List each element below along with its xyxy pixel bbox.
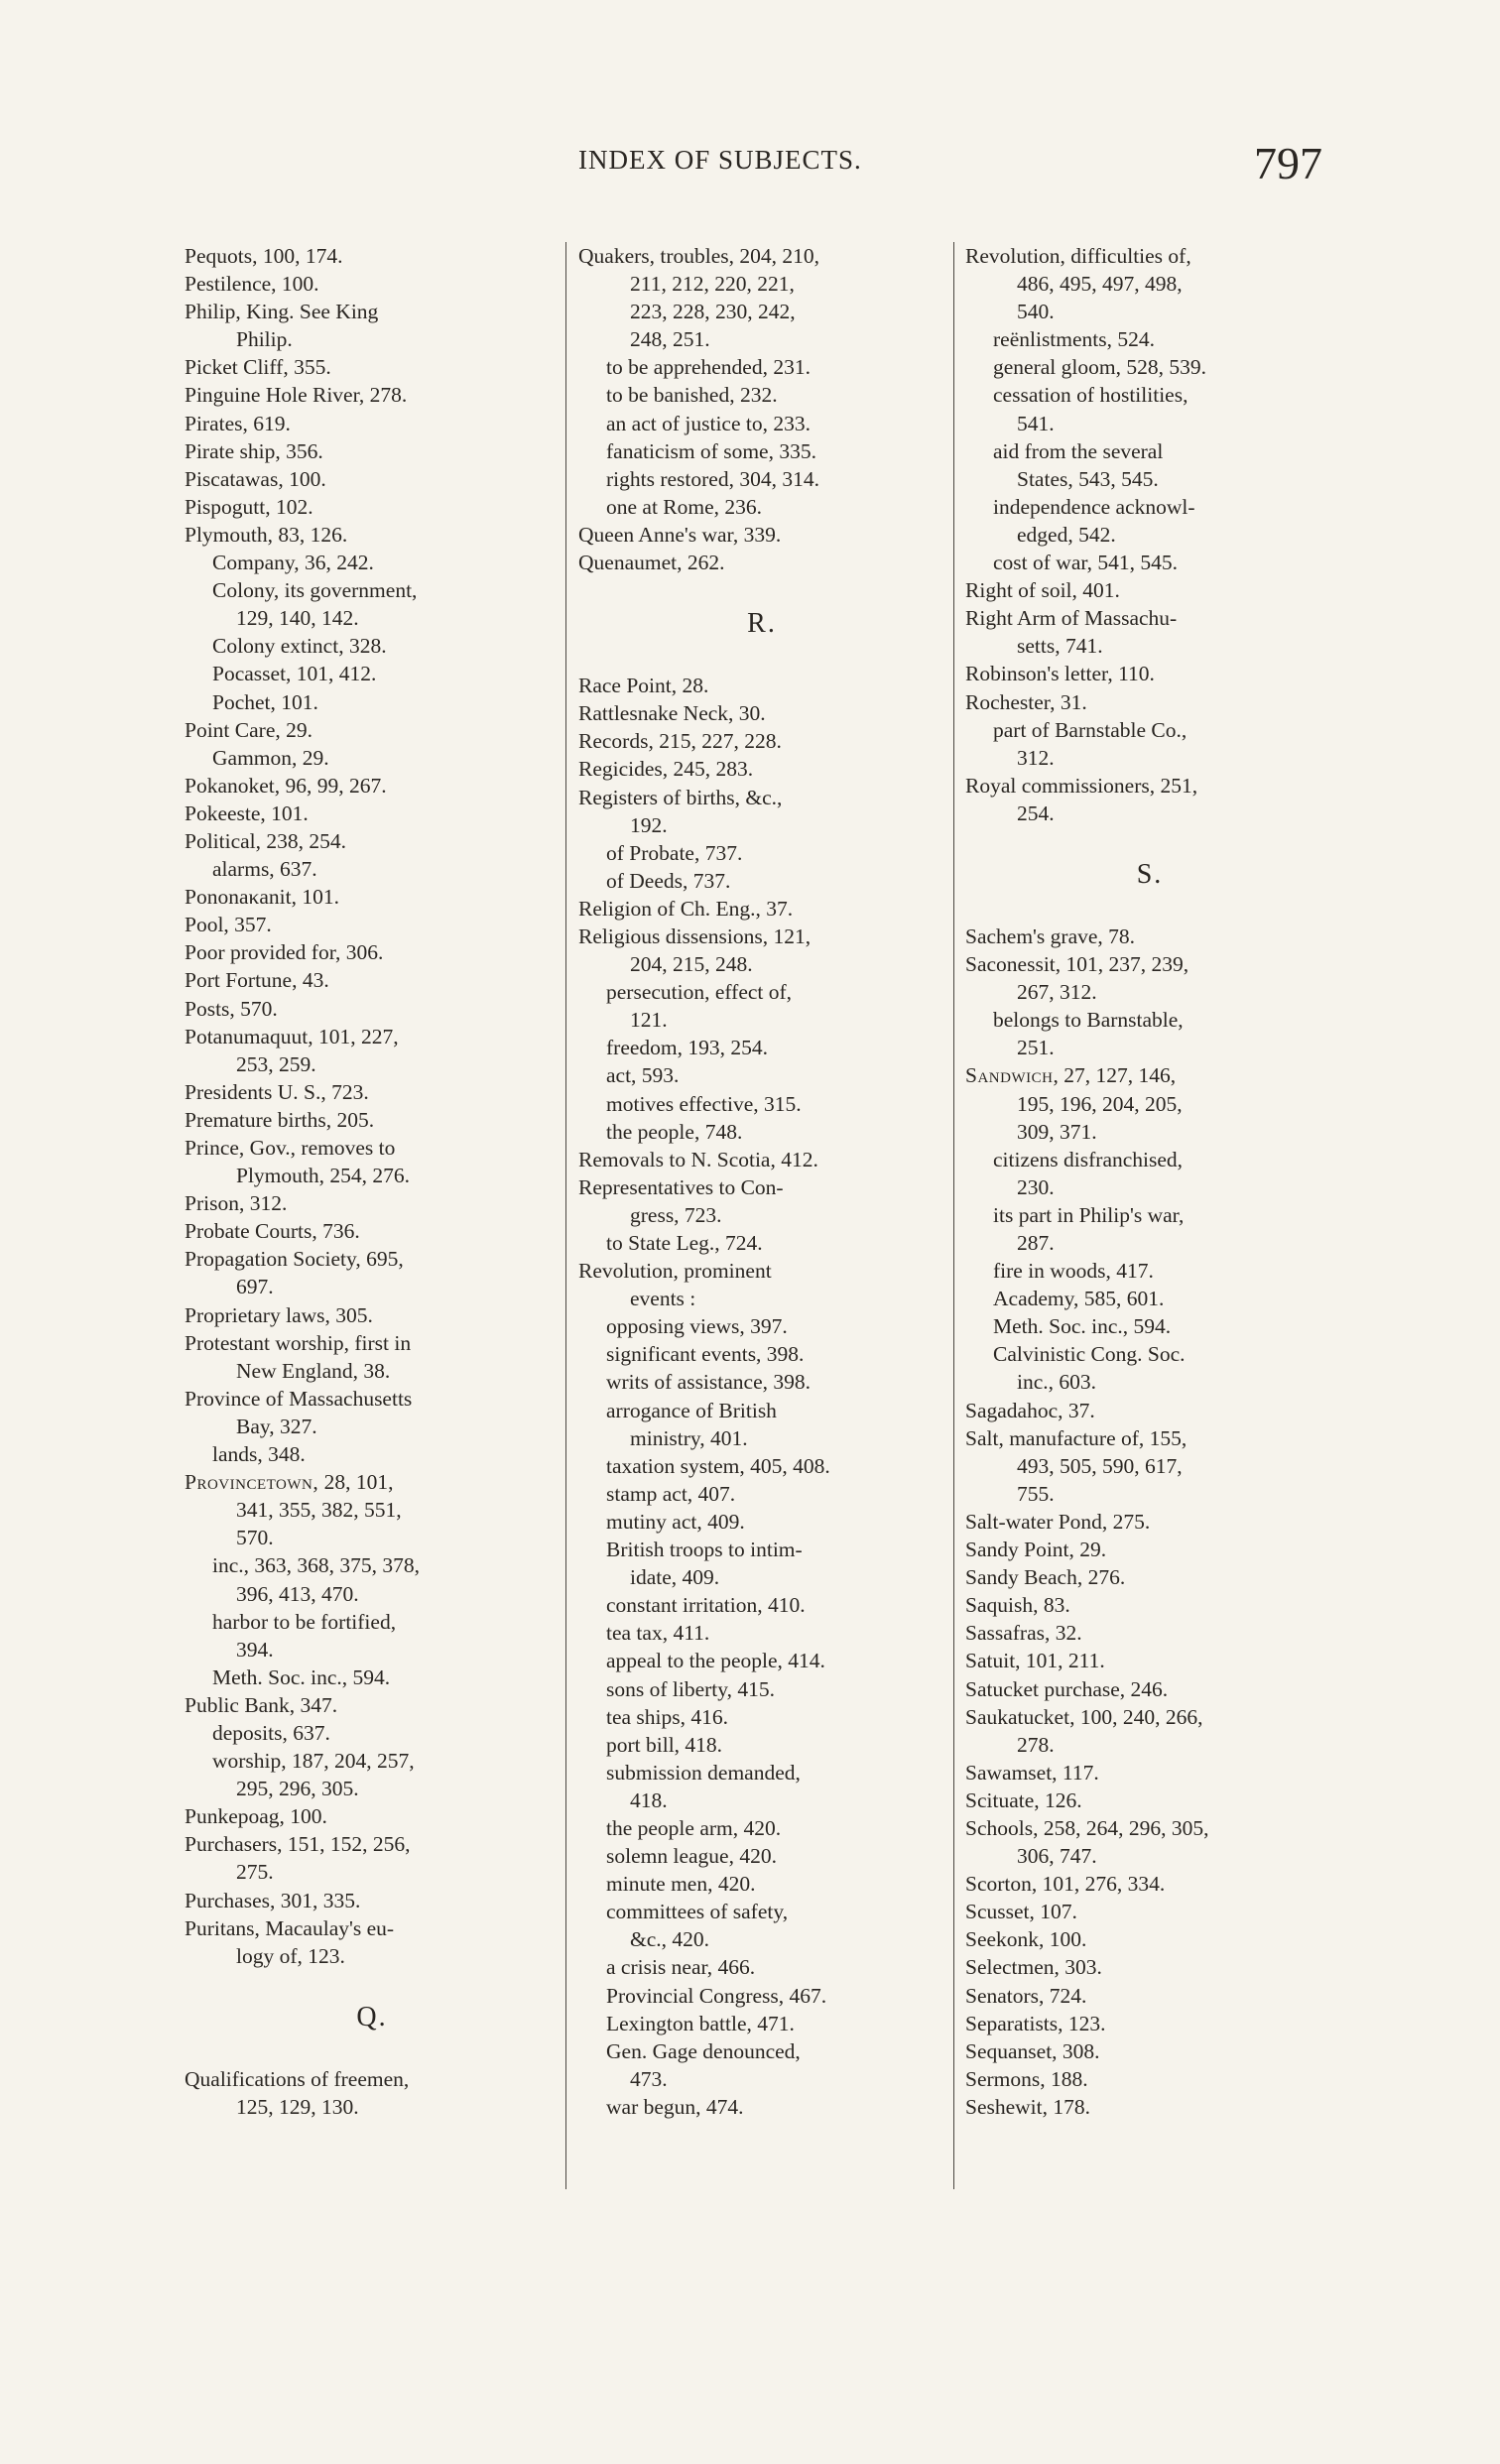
index-entry: Academy, 585, 601. [993, 1287, 1165, 1311]
index-entry: arrogance of British [606, 1398, 777, 1422]
index-entry: Meth. Soc. inc., 594. [212, 1664, 391, 1689]
index-entry: port bill, 418. [606, 1732, 723, 1757]
index-entry: 253, 259. [236, 1051, 316, 1076]
index-entry: reënlistments, 524. [993, 327, 1156, 352]
index-entry: belongs to Barnstable, [993, 1008, 1184, 1033]
index-entry: war begun, 474. [606, 2094, 744, 2119]
index-entry: States, 543, 545. [1017, 466, 1159, 491]
index-entry: 295, 296, 305. [236, 1777, 359, 1801]
column-rule [565, 242, 566, 2189]
index-entry: opposing views, 397. [606, 1314, 788, 1339]
index-column-2 [578, 242, 945, 2121]
index-entry: 394. [236, 1637, 274, 1662]
index-entry: Purchasers, 151, 152, 256, [185, 1832, 411, 1857]
index-entry: Punkepoag, 100. [185, 1804, 327, 1829]
index-entry: act, 593. [606, 1063, 680, 1088]
index-entry: significant events, 398. [606, 1342, 805, 1367]
index-entry: 486, 495, 497, 498, [1017, 272, 1183, 297]
index-entry: cessation of hostilities, [993, 383, 1188, 408]
index-entry: Protestant worship, first in [185, 1330, 412, 1355]
index-entry: stamp act, 407. [606, 1481, 736, 1506]
index-entry: citizens disfranchised, [993, 1147, 1184, 1171]
index-entry: Company, 36, 242. [212, 551, 374, 575]
index-entry: minute men, 420. [606, 1872, 756, 1897]
index-entry: mutiny act, 409. [606, 1509, 745, 1534]
index-entry: its part in Philip's war, [993, 1202, 1185, 1227]
index-entry: Poor provided for, 306. [185, 940, 384, 965]
index-entry: Right of soil, 401. [965, 578, 1120, 603]
index-entry: Sandy Beach, 276. [965, 1565, 1126, 1590]
index-entry: Meth. Soc. inc., 594. [993, 1314, 1172, 1339]
index-entry: Sassafras, 32. [965, 1621, 1082, 1646]
index-entry: independence acknowl- [993, 494, 1195, 519]
index-entry: Puritans, Macaulay's eu- [185, 1915, 395, 1940]
index-entry: Qualifications of freemen, [185, 2066, 410, 2091]
index-entry: logy of, 123. [236, 1943, 345, 1968]
index-entry: Scorton, 101, 276, 334. [965, 1872, 1166, 1897]
index-entry: Sagadahoc, 37. [965, 1398, 1095, 1422]
index-entry: Scusset, 107. [965, 1900, 1077, 1924]
index-entry: Regicides, 245, 283. [578, 757, 754, 782]
index-entry: Propagation Society, 695, [185, 1247, 404, 1272]
index-entry: rights restored, 304, 314. [606, 466, 819, 491]
index-entry: Prince, Gov., removes to [185, 1136, 396, 1160]
index-entry: Provincial Congress, 467. [606, 1983, 827, 2008]
index-entry: Premature births, 205. [185, 1107, 375, 1132]
index-entry: Point Care, 29. [185, 717, 312, 742]
index-entry: Sequanset, 308. [965, 2038, 1100, 2063]
index-entry: Right Arm of Massachu- [965, 606, 1178, 631]
index-column-1 [185, 242, 560, 2121]
index-entry: Pokeeste, 101. [185, 801, 309, 825]
index-entry: an act of justice to, 233. [606, 411, 811, 435]
section-letter: S. [1136, 858, 1164, 890]
index-entry: Port Fortune, 43. [185, 968, 329, 993]
index-entry: Public Bank, 347. [185, 1692, 338, 1717]
index-entry: 341, 355, 382, 551, [236, 1498, 402, 1523]
index-entry: inc., 603. [1017, 1370, 1097, 1395]
index-entry: Saquish, 83. [965, 1593, 1070, 1618]
index-entry: tea tax, 411. [606, 1621, 710, 1646]
index-entry: Bay, 327. [236, 1414, 317, 1438]
index-entry: 541. [1017, 411, 1055, 435]
index-column-3 [965, 242, 1334, 2121]
index-entry: worship, 187, 204, 257, [212, 1749, 415, 1774]
index-entry: Potanumaquut, 101, 227, [185, 1024, 399, 1048]
index-entry: solemn league, 420. [606, 1844, 777, 1869]
index-entry: Sawamset, 117. [965, 1760, 1099, 1785]
index-entry: Sachem's grave, 78. [965, 924, 1136, 948]
index-entry: Pinguine Hole River, 278. [185, 383, 408, 408]
index-entry: of Probate, 737. [606, 840, 743, 865]
index-entry: one at Rome, 236. [606, 494, 763, 519]
index-entry: Plymouth, 254, 276. [236, 1164, 411, 1188]
index-entry: 309, 371. [1017, 1119, 1097, 1144]
index-entry: freedom, 193, 254. [606, 1036, 769, 1060]
index-entry: tea ships, 416. [606, 1704, 729, 1729]
index-entry: to be apprehended, 231. [606, 355, 811, 380]
index-entry: Philip, King. See King [185, 300, 379, 324]
index-entry: 570. [236, 1526, 274, 1550]
index-entry: Salt-water Pond, 275. [965, 1509, 1151, 1534]
index-entry: Representatives to Con- [578, 1174, 784, 1199]
index-entry: Gammon, 29. [212, 745, 329, 770]
index-entry: Political, 238, 254. [185, 828, 347, 853]
index-entry: fanaticism of some, 335. [606, 438, 816, 463]
index-entry: general gloom, 528, 539. [993, 355, 1206, 380]
index-entry: inc., 363, 368, 375, 378, [212, 1553, 421, 1578]
index-entry: Separatists, 123. [965, 2011, 1106, 2035]
index-entry: Sandy Point, 29. [965, 1538, 1107, 1562]
index-entry: 473. [630, 2066, 668, 2091]
index-entry: 306, 747. [1017, 1844, 1097, 1869]
index-entry: appeal to the people, 414. [606, 1649, 825, 1673]
index-entry: Pispogutt, 102. [185, 494, 313, 519]
index-entry: alarms, 637. [212, 857, 317, 882]
index-entry: 418. [630, 1787, 668, 1812]
index-entry: Pestilence, 100. [185, 272, 319, 297]
index-entry: &c., 420. [630, 1927, 710, 1952]
index-entry: committees of safety, [606, 1900, 789, 1924]
index-entry: 254. [1017, 801, 1055, 825]
index-entry: Lexington battle, 471. [606, 2011, 795, 2035]
index-entry: 312. [1017, 745, 1055, 770]
index-entry: Quenaumet, 262. [578, 551, 725, 575]
page-number: 797 [1254, 138, 1322, 188]
index-entry: Religion of Ch. Eng., 37. [578, 896, 794, 921]
index-entry: 195, 196, 204, 205, [1017, 1091, 1183, 1116]
index-entry: Seekonk, 100. [965, 1927, 1087, 1952]
index-entry: aid from the several [993, 438, 1164, 463]
index-entry: Prison, 312. [185, 1191, 288, 1216]
index-entry: 223, 228, 230, 242, [630, 300, 796, 324]
index-entry: the people, 748. [606, 1119, 743, 1144]
index-entry: Pocasset, 101, 412. [212, 662, 377, 686]
index-entry: taxation system, 405, 408. [606, 1453, 830, 1478]
index-entry: 287. [1017, 1231, 1055, 1255]
index-entry: motives effective, 315. [606, 1091, 802, 1116]
index-entry: 248, 251. [630, 327, 710, 352]
index-entry: Schools, 258, 264, 296, 305, [965, 1815, 1209, 1840]
index-entry: Salt, manufacture of, 155, [965, 1425, 1188, 1450]
index-entry: 275. [236, 1860, 274, 1885]
index-entry: fire in woods, 417. [993, 1259, 1154, 1284]
index-entry: Revolution, difficulties of, [965, 244, 1191, 268]
index-entry: idate, 409. [630, 1565, 720, 1590]
index-entry: the people arm, 420. [606, 1815, 782, 1840]
index-entry: Satucket purchase, 246. [965, 1676, 1169, 1701]
index-entry: Saconessit, 101, 237, 239, [965, 952, 1189, 977]
index-entry: Posts, 570. [185, 996, 278, 1021]
index-entry: New England, 38. [236, 1358, 391, 1383]
index-entry: 230. [1017, 1174, 1055, 1199]
index-entry: 396, 413, 470. [236, 1581, 359, 1606]
index-entry: Records, 215, 227, 228. [578, 729, 782, 754]
index-entry: 755. [1017, 1481, 1055, 1506]
index-entry: Seshewit, 178. [965, 2094, 1091, 2119]
index-entry: 192. [630, 812, 668, 837]
index-entry: British troops to intim- [606, 1538, 803, 1562]
index-entry: Scituate, 126. [965, 1787, 1082, 1812]
index-entry: 540. [1017, 300, 1055, 324]
header-title: INDEX OF SUBJECTS. [578, 145, 862, 175]
index-entry: Revolution, prominent [578, 1259, 772, 1284]
index-entry: Picket Cliff, 355. [185, 355, 331, 380]
index-entry: Robinson's letter, 110. [965, 662, 1155, 686]
index-entry: Pochet, 101. [212, 689, 318, 714]
index-entry: 251. [1017, 1036, 1055, 1060]
index-entry: to be banished, 232. [606, 383, 778, 408]
index-entry: of Deeds, 737. [606, 868, 731, 893]
index-entry: part of Barnstable Co., [993, 717, 1188, 742]
index-entry: Pokanoket, 96, 99, 267. [185, 773, 387, 798]
index-entry: 697. [236, 1275, 274, 1299]
index-entry: lands, 348. [212, 1442, 306, 1467]
index-entry: Satuit, 101, 211. [965, 1649, 1105, 1673]
index-entry: cost of war, 541, 545. [993, 551, 1179, 575]
page-header [0, 137, 1500, 192]
index-entry: Colony extinct, 328. [212, 634, 387, 659]
index-entry: Piscatawas, 100. [185, 466, 326, 491]
index-entry: Pool, 357. [185, 913, 272, 937]
index-entry: events : [630, 1287, 696, 1311]
index-entry: Selectmen, 303. [965, 1955, 1102, 1980]
index-entry: a crisis near, 466. [606, 1955, 756, 1980]
index-entry: Plymouth, 83, 126. [185, 522, 348, 547]
index-entry: setts, 741. [1017, 634, 1103, 659]
index-entry: Colony, its government, [212, 578, 418, 603]
index-entry: Registers of births, &c., [578, 785, 783, 809]
index-entry: Presidents U. S., 723. [185, 1079, 369, 1104]
index-entry: to State Leg., 724. [606, 1231, 763, 1255]
index-entry: Rochester, 31. [965, 689, 1087, 714]
index-entry: Probate Courts, 736. [185, 1219, 360, 1244]
index-entry: Pirates, 619. [185, 411, 291, 435]
index-entry: 267, 312. [1017, 980, 1097, 1005]
index-entry: Queen Anne's war, 339. [578, 522, 782, 547]
index-entry: submission demanded, [606, 1760, 801, 1785]
index-entry: Calvinistic Cong. Soc. [993, 1342, 1186, 1367]
index-entry: ministry, 401. [630, 1425, 748, 1450]
index-entry: Pirate ship, 356. [185, 438, 323, 463]
index-entry: deposits, 637. [212, 1720, 330, 1745]
index-entry: Senators, 724. [965, 1983, 1087, 2008]
index-entry: Sandwich, 27, 127, 146, [965, 1063, 1177, 1088]
index-entry: Removals to N. Scotia, 412. [578, 1147, 818, 1171]
index-entry: persecution, effect of, [606, 980, 793, 1005]
index-entry: Race Point, 28. [578, 674, 709, 698]
index-entry: writs of assistance, 398. [606, 1370, 812, 1395]
index-entry: 204, 215, 248. [630, 952, 753, 977]
index-entry: Royal commissioners, 251, [965, 773, 1198, 798]
index-entry: harbor to be fortified, [212, 1609, 397, 1634]
index-entry: Purchases, 301, 335. [185, 1888, 361, 1912]
index-entry: 129, 140, 142. [236, 606, 359, 631]
index-entry: 121. [630, 1008, 668, 1033]
index-entry: 493, 505, 590, 617, [1017, 1453, 1183, 1478]
index-entry: Provincetown, 28, 101, [185, 1470, 394, 1495]
index-entry: Sermons, 188. [965, 2066, 1088, 2091]
index-entry: Philip. [236, 327, 293, 352]
index-entry: constant irritation, 410. [606, 1593, 806, 1618]
index-entry: Rattlesnake Neck, 30. [578, 701, 766, 726]
index-entry: Religious dissensions, 121, [578, 924, 812, 948]
index-entry: Gen. Gage denounced, [606, 2038, 801, 2063]
index-entry: 125, 129, 130. [236, 2094, 359, 2119]
index-entry: sons of liberty, 415. [606, 1676, 775, 1701]
section-letter: R. [747, 608, 777, 640]
index-entry: 278. [1017, 1732, 1055, 1757]
index-entry: Pononaκanit, 101. [185, 885, 339, 910]
index-entry: Saukatucket, 100, 240, 266, [965, 1704, 1203, 1729]
index-entry: gress, 723. [630, 1202, 722, 1227]
index-entry: Province of Massachusetts [185, 1386, 413, 1411]
index-entry: Quakers, troubles, 204, 210, [578, 244, 820, 268]
index-entry: edged, 542. [1017, 522, 1116, 547]
column-rule [953, 242, 954, 2189]
index-entry: Proprietary laws, 305. [185, 1302, 373, 1327]
section-letter: Q. [356, 2001, 388, 2033]
index-entry: 211, 212, 220, 221, [630, 272, 795, 297]
index-entry: Pequots, 100, 174. [185, 244, 343, 268]
